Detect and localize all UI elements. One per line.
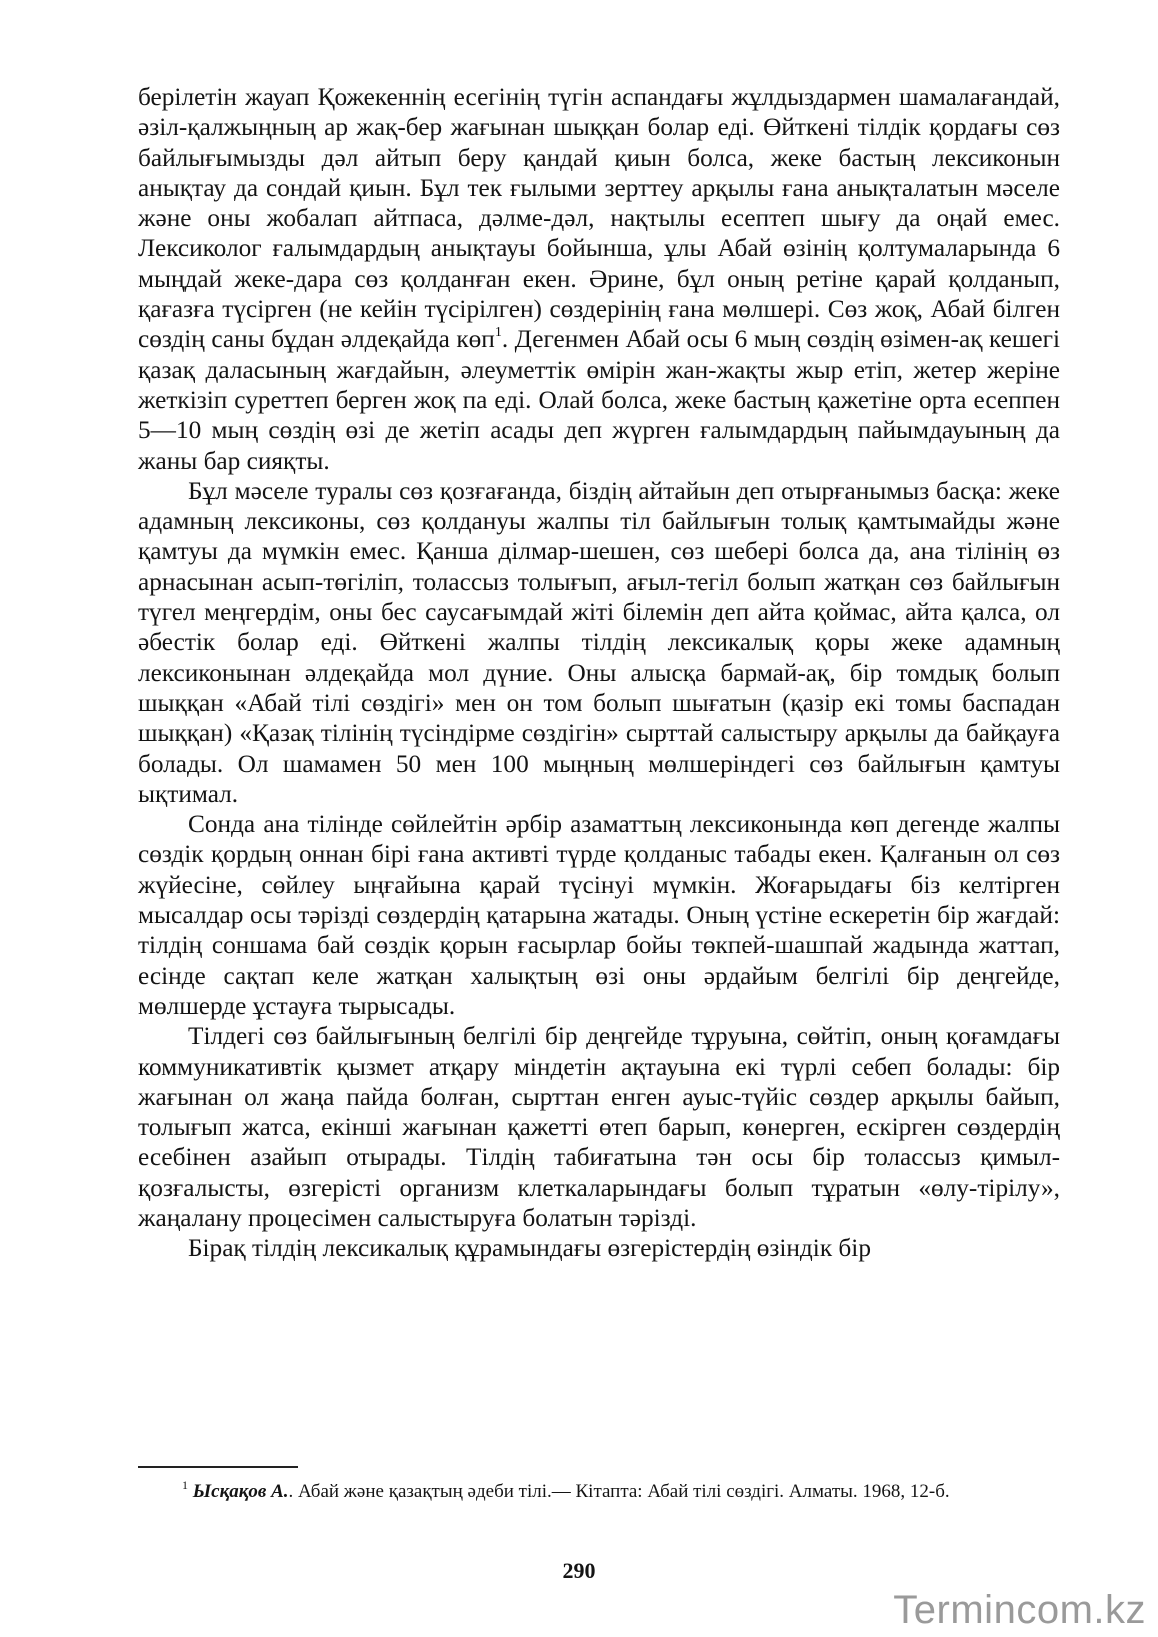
page-body — [138, 82, 1060, 1264]
paragraph-2: Бұл мәселе туралы сөз қозғағанда, біздің айтайын деп отырғанымыз басқа: жеке адамның лексиконы, сөз қолдануы жалпы тіл байлығын толық қамтымайды және қамтуы да мүмкін емес. Қанша ділмар-шешен, сөз шебері болса да, ана тілінің өз арнасынан асып-төгіліп, толассыз толығып, ағыл-тегіл болып жатқан сөз байлығын түгел меңгердім, оны бес саусағымдай жіті білемін деп айта қоймас, айта қалса, ол әбестік болар еді. Өйткені жалпы тілдің лексикалық қоры жеке адамның лексиконынан әлдеқайда мол дүние. Оны алысқа бармай-ақ, бір томдық болып шыққан «Абай тілі сөздігі» мен он том болып шығатын (қазір екі томы баспадан шыққан) «Қазақ тілінің түсіндірме сөздігін» сырттай салыстыру арқылы да байқауға болады. Ол шамамен 50 мен 100 мыңның мөлшеріндегі сөз байлығын қамтуы ықтимал. — [138, 476, 1060, 808]
paragraph-1-text: берілетін жауап Қожекеннің есегінің түгін аспандағы жұлдыздармен шамалағандай, әзіл-қалжыңның ар жақ-бер жағынан шыққан болар еді. Өйткені тілдік қордағы сөз байлығымызды дәл айтып беру қандай қиын болса, жеке бастың лексиконын анықтау да сондай қиын. Бұл тек ғылыми зерттеу арқылы ғана анықталатын мәселе және оны жобалап айтпаса, дәлме-дәл, нақтылы есептеп шығу да оңай емес. Лексиколог ғалымдардың анықтауы бойынша, ұлы Абай өзінің қолтумаларында 6 мыңдай жеке-дара сөз қолданған екен. Әрине, бұл оның ретіне қарай қолданып, қағазға түсірген (не кейін түсірілген) сөздерінің ғана мөлшері. Сөз жоқ, Абай білген сөздің саны бұдан әлдеқайда көп — [138, 83, 1060, 354]
footnote-divider — [138, 1466, 298, 1468]
paragraph-1-continuation: . Дегенмен Абай осы 6 мың сөздің өзімен-ақ кешегі қазақ даласының жағдайын, әлеуметтік өмірін жан-жақты жыр етіп, жетер жеріне жеткізіп суреттеп берген жоқ па еді. Олай болса, жеке бастың қажетіне орта есеппен 5—10 мың сөздің өзі де жетіп асады деп жүрген ғалымдардың пайымдауының да жаны бар сияқты. — [138, 325, 1060, 475]
page-number: 290 — [562, 1558, 596, 1583]
paragraph-4: Тілдегі сөз байлығының белгілі бір деңгейде тұруына, сөйтіп, оның қоғамдағы коммуникативтік қызмет атқару міндетін ақтауына екі түрлі себеп болады: бір жағынан ол жаңа пайда болған, сырттан енген ауыс-түйіс сөздер арқылы байып, толығып жатса, екінші жағынан қажетті өтеп барып, көнерген, ескірген сөздердің есебінен азайып отырады. Тілдің табиғатына тән осы бір толассыз қимыл-қозғалысты, өзгерісті организм клеткаларындағы болып тұратын «өлу-тірілу», жаңалану процесімен салыстыруға болатын тәрізді. — [138, 1022, 1060, 1232]
footnote — [138, 1478, 1060, 1505]
footnote-author: Ысқақов А. — [192, 1481, 289, 1502]
paragraph-5: Бірақ тілдің лексикалық құрамындағы өзгерістердің өзіндік бір — [188, 1234, 871, 1263]
footnote-marker: 1 — [182, 1478, 188, 1492]
footnote-text: . Абай және қазақтың әдеби тілі.— Кітапта: Абай тілі сөздігі. Алматы. 1968, 12-б. — [288, 1481, 950, 1502]
paragraph-3: Сонда ана тілінде сөйлейтін әрбір азаматтың лексиконында көп дегенде жалпы сөздік қордың оннан бірі ғана активті түрде қолданыс табады екен. Қалғанын ол сөз жүйесіне, сөйлеу ыңғайына қарай түсінуі мүмкін. Жоғарыдағы біз келтірген мысалдар осы тәрізді сөздердің қатарына жатады. Оның үстіне ескеретін бір жағдай: тілдің соншама бай сөздік қорын ғасырлар бойы төкпей-шашпай жадында жаттап, есінде сақтап келе жатқан халықтың өзі оны әрдайым белгілі бір деңгейде, мөлшерде ұстауға тырысады. — [138, 810, 1060, 1020]
watermark-logo: Termincom.kz — [893, 1588, 1146, 1632]
paragraph-1 — [138, 82, 1060, 476]
footnote-reference[interactable]: 1 — [494, 325, 502, 341]
